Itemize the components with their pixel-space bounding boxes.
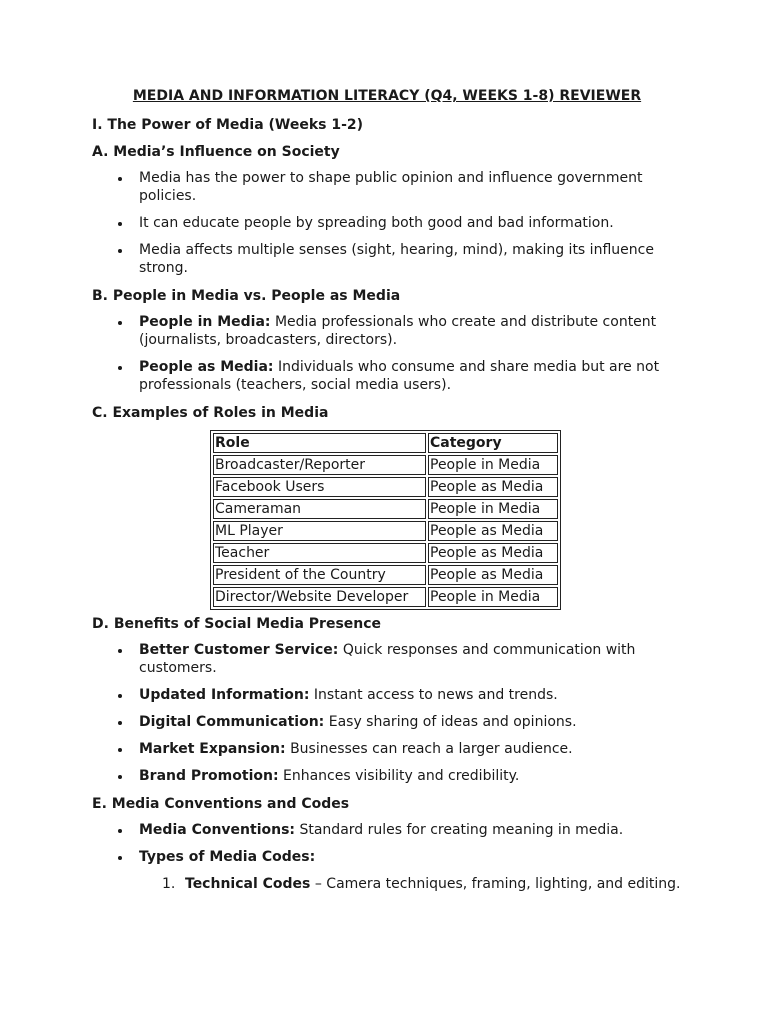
section-b-list	[92, 313, 682, 394]
list-item	[92, 313, 682, 349]
description: Enhances visibility and credibility.	[278, 768, 520, 784]
table-row	[213, 521, 558, 541]
column-header-category: Category	[428, 433, 558, 453]
item-number: 1.	[162, 876, 176, 892]
category-cell: People in Media	[428, 499, 558, 519]
table-row	[213, 543, 558, 563]
description: Quick responses and communication with customers.	[139, 642, 636, 676]
numbered-item	[92, 875, 682, 893]
table-row	[213, 587, 558, 607]
media-codes-list	[92, 875, 682, 893]
list-item	[92, 821, 682, 839]
table-row	[213, 477, 558, 497]
roles-table	[210, 430, 561, 610]
table-row	[213, 455, 558, 475]
section-e-heading: E. Media Conventions and Codes	[92, 796, 350, 812]
description: Easy sharing of ideas and opinions.	[324, 714, 577, 730]
section-d-heading: D. Benefits of Social Media Presence	[92, 616, 382, 632]
role-cell: Facebook Users	[213, 477, 426, 497]
list-item	[92, 713, 682, 731]
term: Market Expansion:	[139, 741, 286, 757]
description: Instant access to news and trends.	[309, 687, 558, 703]
section-a-heading: A. Media’s Influence on Society	[92, 144, 340, 160]
list-item: It can educate people by spreading both good and bad information.	[92, 214, 682, 232]
section-d-list	[92, 641, 682, 785]
section-a-list	[92, 169, 682, 277]
category-cell: People in Media	[428, 455, 558, 475]
section-b-heading: B. People in Media vs. People as Media	[92, 288, 401, 304]
term: Updated Information:	[139, 687, 310, 703]
table-row	[213, 499, 558, 519]
description: Individuals who consume and share media but are not professionals (teachers, social media users).	[139, 359, 660, 393]
table-header-row	[213, 433, 558, 453]
list-item	[92, 358, 682, 394]
list-item	[92, 686, 682, 704]
roles-table-wrapper	[210, 430, 682, 610]
term: Better Customer Service:	[139, 642, 339, 658]
category-cell: People as Media	[428, 543, 558, 563]
category-cell: People in Media	[428, 587, 558, 607]
role-cell: President of the Country	[213, 565, 426, 585]
category-cell: People as Media	[428, 521, 558, 541]
category-cell: People as Media	[428, 565, 558, 585]
term: Digital Communication:	[139, 714, 325, 730]
list-item	[92, 848, 682, 866]
description: Media professionals who create and distribute content (journalists, broadcasters, directors).	[139, 314, 657, 348]
term: Brand Promotion:	[139, 768, 279, 784]
description: Standard rules for creating meaning in media.	[295, 822, 624, 838]
role-cell: ML Player	[213, 521, 426, 541]
list-item: Media affects multiple senses (sight, hearing, mind), making its influence strong.	[92, 241, 682, 277]
list-item	[92, 767, 682, 785]
term: Technical Codes	[185, 876, 311, 892]
category-cell: People as Media	[428, 477, 558, 497]
role-cell: Cameraman	[213, 499, 426, 519]
list-item	[92, 641, 682, 677]
role-cell: Broadcaster/Reporter	[213, 455, 426, 475]
list-item	[92, 740, 682, 758]
document-title: MEDIA AND INFORMATION LITERACY (Q4, WEEKS 1-8) REVIEWER	[132, 88, 642, 104]
section-c-heading: C. Examples of Roles in Media	[92, 405, 329, 421]
list-item: Media has the power to shape public opinion and influence government policies.	[92, 169, 682, 205]
role-cell: Director/Website Developer	[213, 587, 426, 607]
section-e-list	[92, 821, 682, 866]
term: Media Conventions:	[139, 822, 296, 838]
column-header-role: Role	[213, 433, 426, 453]
part-heading: I. The Power of Media (Weeks 1-2)	[92, 117, 364, 133]
table-row	[213, 565, 558, 585]
description: Businesses can reach a larger audience.	[285, 741, 573, 757]
term: People in Media:	[139, 314, 271, 330]
description: – Camera techniques, framing, lighting, and editing.	[310, 876, 681, 892]
term: People as Media:	[139, 359, 274, 375]
role-cell: Teacher	[213, 543, 426, 563]
document-page	[92, 86, 682, 893]
term: Types of Media Codes:	[139, 849, 316, 865]
